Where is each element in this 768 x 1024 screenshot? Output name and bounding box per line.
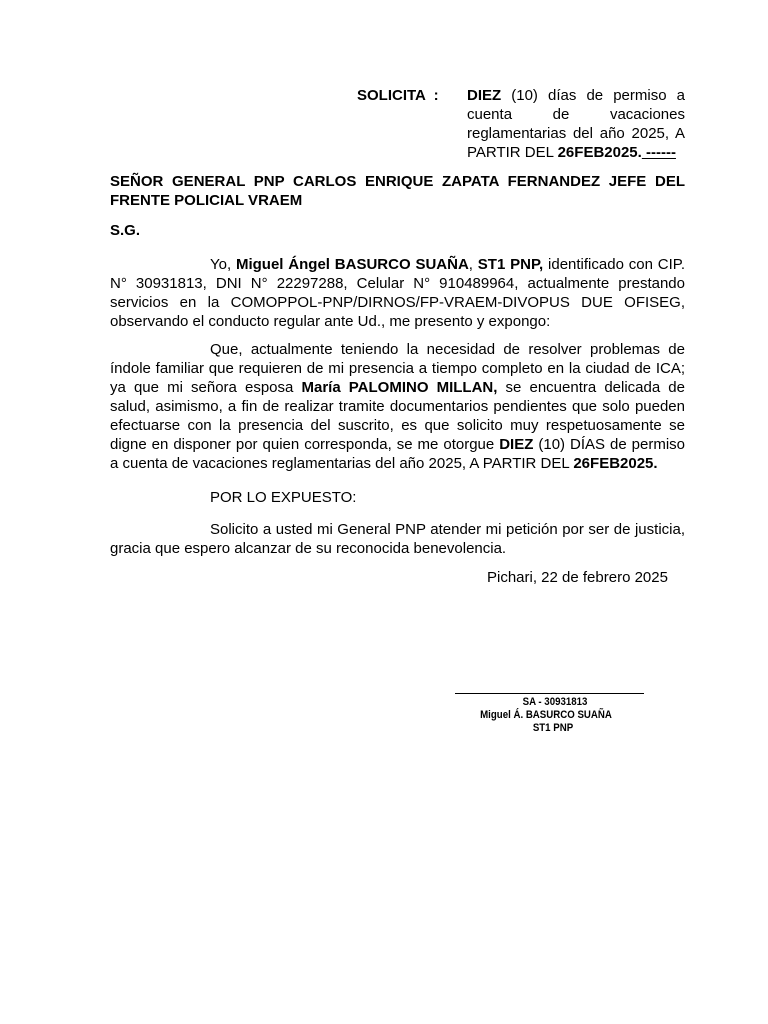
p2-date: 26FEB2025. [573,455,658,472]
solicita-text [467,86,685,162]
p2-text-b: se encuentra delicada de salud, asimismo, a fin de realizar tramite documentarios pendientes que solo pueden efectuarse con la presencia del suscrito, es que solicito muy respetuosamente se digne en disponer por quien corresponda, se me otorgue [110,379,685,453]
solicita-date: 26FEB2025. [557,144,642,161]
paragraph-identification [110,255,685,331]
p2-wife: María PALOMINO MILLAN, [301,379,498,396]
solicita-dashes: ------ [641,144,676,161]
p2-text-a: Que, actualmente teniendo la necesidad de resolver problemas de índole familiar que requieren de mi presencia a tiempo completo en la ciudad de ICA; ya que mi señora esposa [110,341,685,396]
p2-text-c: (10) DÍAS de permiso a cuenta de vacaciones reglamentarias del año 2025, A PARTIR DEL [110,436,685,472]
p1-rank: ST1 PNP, [477,256,544,273]
por-lo-expuesto: POR LO EXPUESTO: [210,489,357,506]
solicita-body: (10) días de permiso a cuenta de vacaciones reglamentarias del año 2025, A PARTIR DEL [467,87,685,161]
paragraph-reason [110,340,685,473]
signature-name: Miguel Á. BASURCO SUAÑA [480,709,612,721]
p2-diez: DIEZ [499,436,534,453]
p1-text-b: , [468,256,478,273]
solicita-label: SOLICITA : [357,87,439,104]
p1-name: Miguel Ángel BASURCO SUAÑA [235,256,469,273]
addressee: SEÑOR GENERAL PNP CARLOS ENRIQUE ZAPATA FERNANDEZ JEFE DEL FRENTE POLICIAL VRAEM [110,173,685,209]
signature-line [455,693,644,694]
salutation: S.G. [110,222,141,239]
p1-text-a: Yo, [210,256,236,273]
signature-rank: ST1 PNP [532,722,574,734]
p1-text-c: identificado con CIP. N° 30931813, DNI N° 22297288, Celular N° 910489964, actualmente prestando servicios en la COMOPPOL-PNP/DIRNOS/FP-VRAEM-DIVOPUS DUE OFISEG, observando el conducto regular ante Ud., me presento y expongo: [110,256,685,330]
paragraph-request: Solicito a usted mi General PNP atender mi petición por ser de justicia, gracia que espero alcanzar de su reconocida benevolencia. [110,521,685,557]
signature-cip: SA - 30931813 [522,696,588,708]
place-date: Pichari, 22 de febrero 2025 [487,569,668,586]
solicita-diez: DIEZ [467,87,502,104]
